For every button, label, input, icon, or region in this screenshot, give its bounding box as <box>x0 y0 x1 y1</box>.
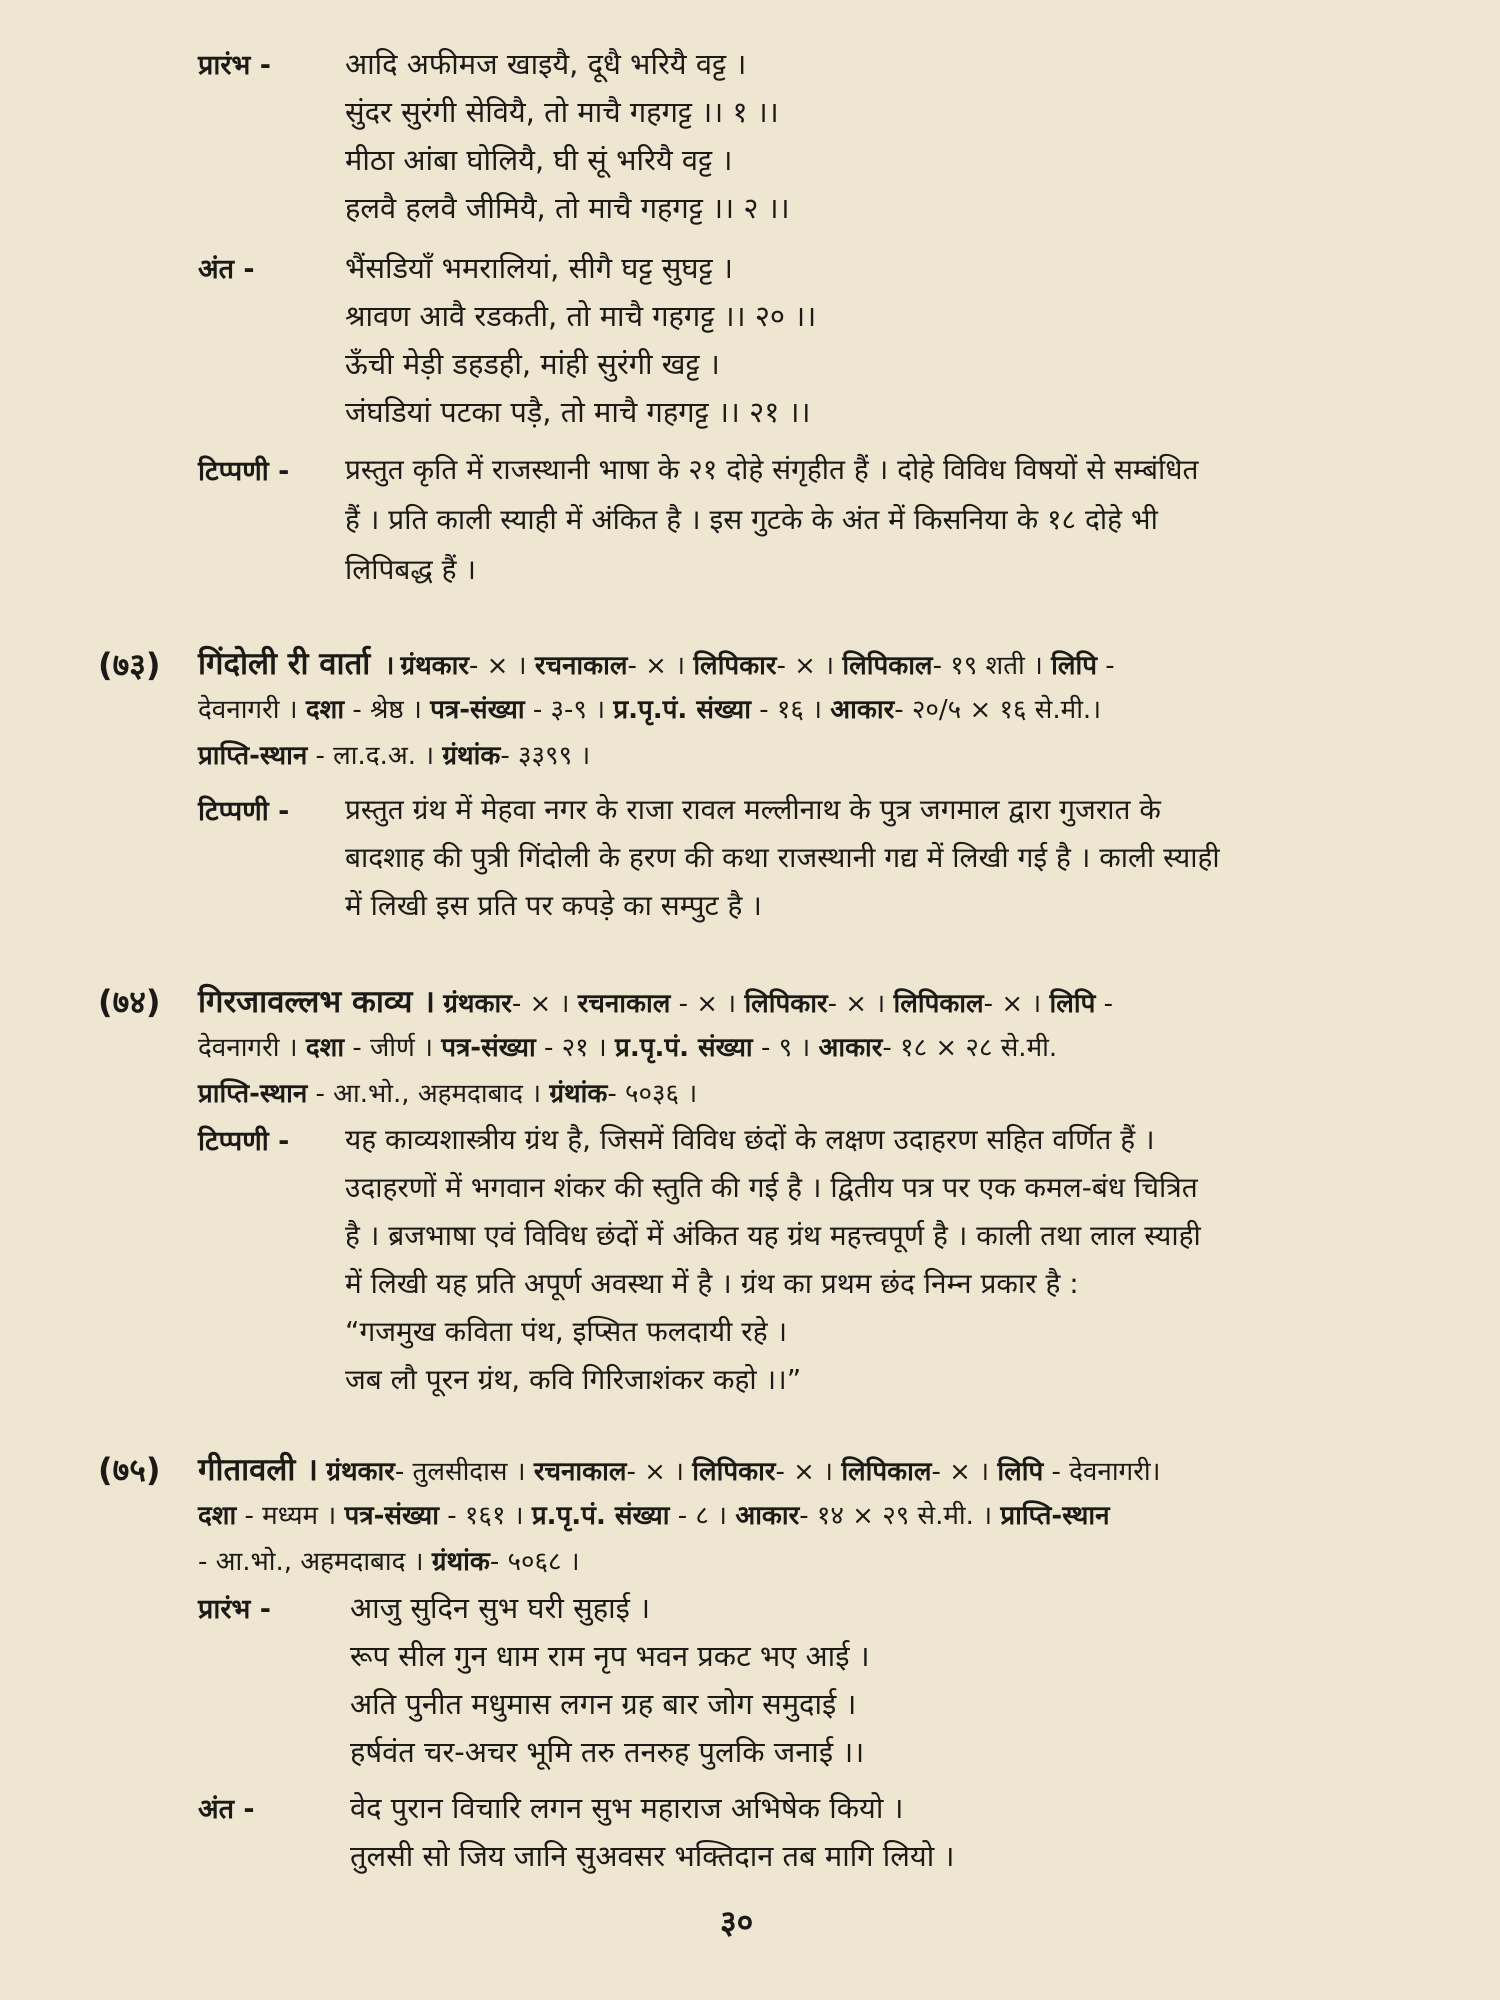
entry-number: (७३) <box>98 646 161 684</box>
note-line: हैं । प्रति काली स्याही में अंकित है । इस गुटके के अंत में किसनिया के १८ दोहे भी <box>345 503 1158 536</box>
meta-value: - × । <box>678 989 737 1019</box>
note-line: है । ब्रजभाषा एवं विविध छंदों में अंकित यह ग्रंथ महत्त्वपूर्ण है । काली तथा लाल स्याही <box>345 1219 1201 1252</box>
meta-value: - × । <box>511 989 570 1019</box>
start-label: प्रारंभ - <box>198 50 271 81</box>
meta-key: ग्रंथकार <box>443 989 512 1019</box>
meta-value: - × । <box>776 651 835 681</box>
meta-value: - १९ शती । <box>932 651 1043 681</box>
meta-key: आकार <box>830 695 895 725</box>
verse-line: अति पुनीत मधुमास लगन ग्रह बार जोग समुदाई । <box>350 1687 857 1721</box>
verse-line: हलवै हलवै जीमियै, तो माचै गहगट्ट ।। २ ।। <box>345 191 790 225</box>
meta-key: लिपिकाल <box>841 1457 932 1487</box>
meta-key: आकार <box>818 1033 883 1063</box>
meta-key: रचनाकाल <box>533 1457 627 1487</box>
entry-number: (७५) <box>98 1451 161 1489</box>
verse-line: आजु सुदिन सुभ घरी सुहाई । <box>350 1591 651 1625</box>
meta-value: - २१ । <box>543 1033 607 1063</box>
meta-key: दशा <box>305 1033 345 1063</box>
meta-key: लिपि <box>1049 989 1096 1019</box>
note-line: प्रस्तुत कृति में राजस्थानी भाषा के २१ दोहे संगृहीत हैं । दोहे विविध विषयों से सम्बंधित <box>345 453 1199 486</box>
entry-75-meta-line-3 <box>198 1542 580 1582</box>
meta-key: लिपिकार <box>693 651 777 681</box>
meta-key: प्र.पृ.पं. संख्या <box>613 695 751 725</box>
meta-value: - १८ × २८ से.मी. <box>882 1033 1058 1063</box>
entry-73-meta-line-3 <box>198 736 590 776</box>
note-line: “गजमुख कविता पंथ, इप्सित फलदायी रहे । <box>345 1315 788 1348</box>
meta-value: - तुलसीदास । <box>394 1457 526 1487</box>
entry-title: गीतावली । <box>198 1452 319 1488</box>
meta-key: लिपि <box>1051 651 1098 681</box>
verse-line: सुंदर सुरंगी सेवियै, तो माचै गहगट्ट ।। १ ।। <box>345 95 779 129</box>
meta-key: लिपि <box>997 1457 1044 1487</box>
note-label: टिप्पणी - <box>198 796 290 827</box>
verse-line: हर्षवंत चर-अचर भूमि तरु तनरुह पुलकि जनाई ।। <box>350 1735 865 1769</box>
note-line: उदाहरणों में भगवान शंकर की स्तुति की गई है । द्वितीय पत्र पर एक कमल-बंध चित्रित <box>345 1171 1198 1204</box>
meta-key: लिपिकाल <box>842 651 933 681</box>
meta-value: - <box>1103 989 1114 1019</box>
meta-value: - × । <box>931 1457 990 1487</box>
note-line: बादशाह की पुत्री गिंदोली के हरण की कथा राजस्थानी गद्य में लिखी गई है । काली स्याही <box>345 841 1220 874</box>
meta-value: - × । <box>827 989 886 1019</box>
meta-key: प्राप्ति-स्थान <box>198 1079 308 1109</box>
entry-number: (७४) <box>98 983 161 1021</box>
verse-line: श्रावण आवै रडकती, तो माचै गहगट्ट ।। २० ।। <box>345 299 817 333</box>
meta-key: रचनाकाल <box>534 651 628 681</box>
meta-value: देवनागरी । <box>198 1033 298 1063</box>
meta-value: - १४ × २९ से.मी. । <box>799 1501 993 1531</box>
meta-value: - ३-९ । <box>532 695 606 725</box>
entry-title: गिंदोली री वार्ता <box>198 646 371 682</box>
meta-key: ग्रंथांक <box>431 1547 490 1577</box>
meta-value: - × । <box>469 651 527 681</box>
meta-key: प्राप्ति-स्थान <box>1000 1501 1110 1531</box>
meta-value: - मध्यम । <box>244 1501 337 1531</box>
verse-line: जंघडियां पटका पड़ै, तो माचै गहगट्ट ।। २१ ।। <box>345 395 811 429</box>
entry-title: गिरजावल्लभ काव्य । <box>198 984 435 1020</box>
meta-key: प्राप्ति-स्थान <box>198 741 308 771</box>
meta-value: - आ.भो., अहमदाबाद । <box>315 1079 542 1109</box>
meta-key: दशा <box>305 695 345 725</box>
entry-75-meta-line-1 <box>198 1450 1160 1492</box>
meta-key: दशा <box>198 1501 237 1531</box>
meta-key: ग्रंथकार <box>400 651 470 681</box>
entry-74-meta-line-1 <box>198 982 1113 1024</box>
end-label: अंत - <box>198 254 255 285</box>
meta-value: - १६१ । <box>447 1501 524 1531</box>
verse-line: ऊँची मेड़ी डहडही, मांही सुरंगी खट्ट । <box>345 347 720 381</box>
note-label: टिप्पणी - <box>198 1126 290 1157</box>
meta-value: - देवनागरी। <box>1051 1457 1161 1487</box>
meta-value: - <box>1105 651 1115 681</box>
page-number: ३० <box>720 1903 754 1941</box>
meta-key: लिपिकाल <box>893 989 984 1019</box>
entry-73-meta-line-1: गिंदोली री वार्ता । ग्रंथकार- × । रचनाकाल- × । लिपिकार- × । लिपिकाल- १९ शती । लिपि - <box>198 646 1115 682</box>
meta-value: - आ.भो., अहमदाबाद । <box>198 1547 424 1577</box>
meta-key: रचनाकाल <box>577 989 671 1019</box>
meta-value: - श्रेष्ठ । <box>352 695 422 725</box>
meta-key: ग्रंथकार <box>326 1457 395 1487</box>
note-line: प्रस्तुत ग्रंथ में मेहवा नगर के राजा रावल मल्लीनाथ के पुत्र जगमाल द्वारा गुजरात के <box>345 793 1161 826</box>
meta-value: - ला.द.अ. । <box>315 741 435 771</box>
meta-value: - ८ । <box>677 1501 728 1531</box>
start-label: प्रारंभ - <box>198 1594 271 1625</box>
meta-key: पत्र-संख्या <box>430 695 525 725</box>
meta-value: - × । <box>775 1457 834 1487</box>
meta-key: प्र.पृ.पं. संख्या <box>615 1033 753 1063</box>
meta-value: - २०/५ × १६ से.मी.। <box>894 695 1102 725</box>
meta-key: पत्र-संख्या <box>344 1501 439 1531</box>
entry-75-meta-line-2 <box>198 1496 1110 1536</box>
entry-74-meta-line-2 <box>198 1028 1057 1068</box>
meta-value: - ५०६८ । <box>489 1547 580 1577</box>
meta-key: पत्र-संख्या <box>441 1033 536 1063</box>
note-line: लिपिबद्ध हैं । <box>345 553 477 586</box>
meta-value: देवनागरी । <box>198 695 298 725</box>
meta-value: - × । <box>627 651 686 681</box>
meta-value: - ५०३६ । <box>607 1079 698 1109</box>
meta-value: - ९ । <box>760 1033 811 1063</box>
meta-value: - × । <box>983 989 1042 1019</box>
meta-key: आकार <box>735 1501 800 1531</box>
meta-key: प्र.पृ.पं. संख्या <box>531 1501 670 1531</box>
meta-value: - ३३९९ । <box>500 741 591 771</box>
verse-line: तुलसी सो जिय जानि सुअवसर भक्तिदान तब मागि लियो । <box>350 1839 955 1873</box>
meta-key: लिपिकार <box>692 1457 776 1487</box>
meta-value: - १६ । <box>759 695 823 725</box>
note-line: जब लौ पूरन ग्रंथ, कवि गिरिजाशंकर कहो ।।” <box>345 1363 802 1396</box>
meta-value: - × । <box>626 1457 685 1487</box>
meta-value: - जीर्ण । <box>352 1033 433 1063</box>
verse-line: वेद पुरान विचारि लगन सुभ महाराज अभिषेक कियो । <box>350 1791 904 1825</box>
entry-73-meta-line-2 <box>198 690 1101 730</box>
meta-key: लिपिकार <box>744 989 828 1019</box>
note-line: में लिखी यह प्रति अपूर्ण अवस्था में है । ग्रंथ का प्रथम छंद निम्न प्रकार है : <box>345 1267 1079 1300</box>
note-label: टिप्पणी - <box>198 456 290 487</box>
verse-line: मीठा आंबा घोलियै, घी सूं भरियै वट्ट । <box>345 143 733 177</box>
meta-key: ग्रंथांक <box>442 741 501 771</box>
note-line: यह काव्यशास्त्रीय ग्रंथ है, जिसमें विविध छंदों के लक्षण उदाहरण सहित वर्णित हैं । <box>345 1123 1155 1156</box>
verse-line: आदि अफीमज खाइयै, दूधै भरियै वट्ट । <box>345 47 747 81</box>
note-line: में लिखी इस प्रति पर कपड़े का सम्पुट है । <box>345 889 762 922</box>
entry-74-meta-line-3 <box>198 1074 697 1114</box>
verse-line: भैंसडियाँ भमरालियां, सीगै घट्ट सुघट्ट । <box>345 251 733 285</box>
end-label: अंत - <box>198 1794 255 1825</box>
meta-key: ग्रंथांक <box>549 1079 608 1109</box>
verse-line: रूप सील गुन धाम राम नृप भवन प्रकट भए आई । <box>350 1639 870 1673</box>
